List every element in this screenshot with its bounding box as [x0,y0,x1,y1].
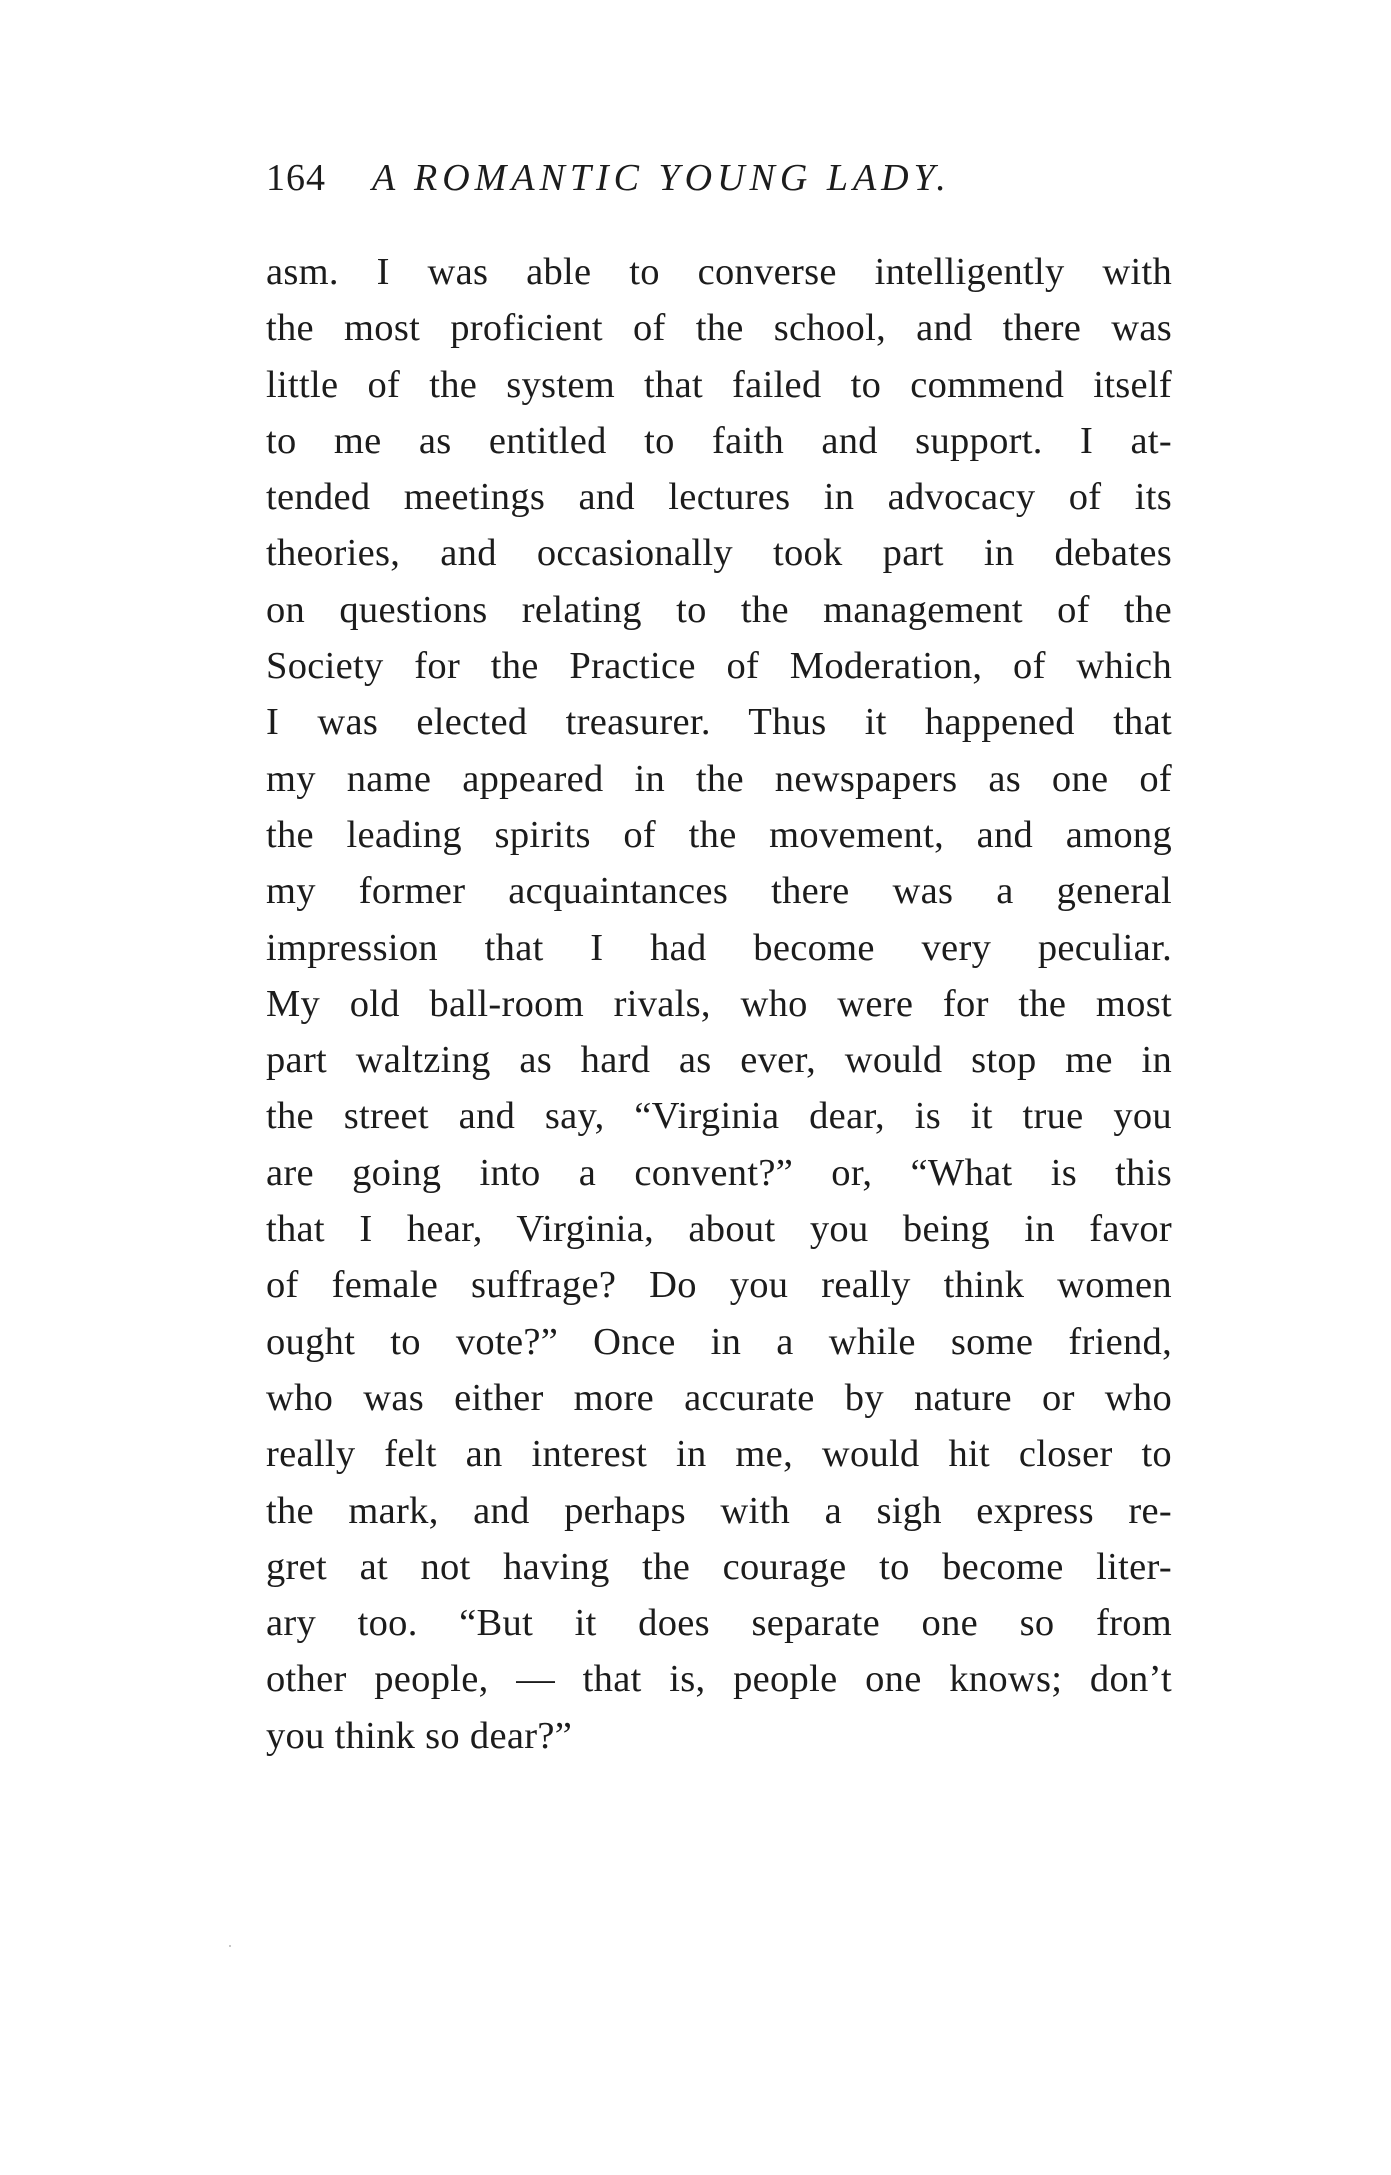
text-line: impression that I had become very peculiar. [266,926,1172,969]
running-head [266,148,1166,208]
text-line: on questions relating to the management of the [266,588,1172,631]
text-line: I was elected treasurer. Thus it happened that [266,701,1172,744]
text-line: you think so dear?” [266,1714,573,1757]
text-line: of female suffrage? Do you really think women [266,1264,1172,1307]
text-line: part waltzing as hard as ever, would stop me in [266,1039,1172,1082]
text-line: the most proficient of the school, and there was [266,307,1172,350]
text-line: ary too. “But it does separate one so from [266,1602,1172,1645]
page-number: 164 [266,157,326,199]
running-title: A ROMANTIC YOUNG LADY. [372,157,951,199]
text-line: theories, and occasionally took part in debates [266,532,1172,575]
text-line: My old ball-room rivals, who were for the most [266,982,1172,1025]
text-line: gret at not having the courage to become liter- [266,1545,1172,1588]
text-line: Society for the Practice of Moderation, of which [266,645,1172,688]
paper-speck [229,1945,231,1947]
text-line: my name appeared in the newspapers as one of [266,757,1172,800]
text-line: asm. I was able to converse intelligently with [266,251,1172,293]
text-line: ought to vote?” Once in a while some friend, [266,1320,1172,1363]
text-line: are going into a convent?” or, “What is this [266,1151,1172,1194]
text-line: to me as entitled to faith and support. I at- [266,419,1172,462]
text-line: my former acquaintances there was a general [266,870,1172,913]
text-line: the leading spirits of the movement, and among [266,813,1172,856]
text-line: really felt an interest in me, would hit closer to [266,1433,1172,1476]
text-line: little of the system that failed to commend itself [266,363,1172,406]
text-line: that I hear, Virginia, about you being in favor [266,1208,1172,1251]
text-line: other people, — that is, people one knows; don’t [266,1658,1172,1701]
body-text [266,244,1172,1764]
text-line: the street and say, “Virginia dear, is it true you [266,1095,1172,1138]
text-line: tended meetings and lectures in advocacy of its [266,476,1172,519]
text-line: who was either more accurate by nature or who [266,1376,1172,1419]
text-line: the mark, and perhaps with a sigh express re- [266,1489,1172,1532]
